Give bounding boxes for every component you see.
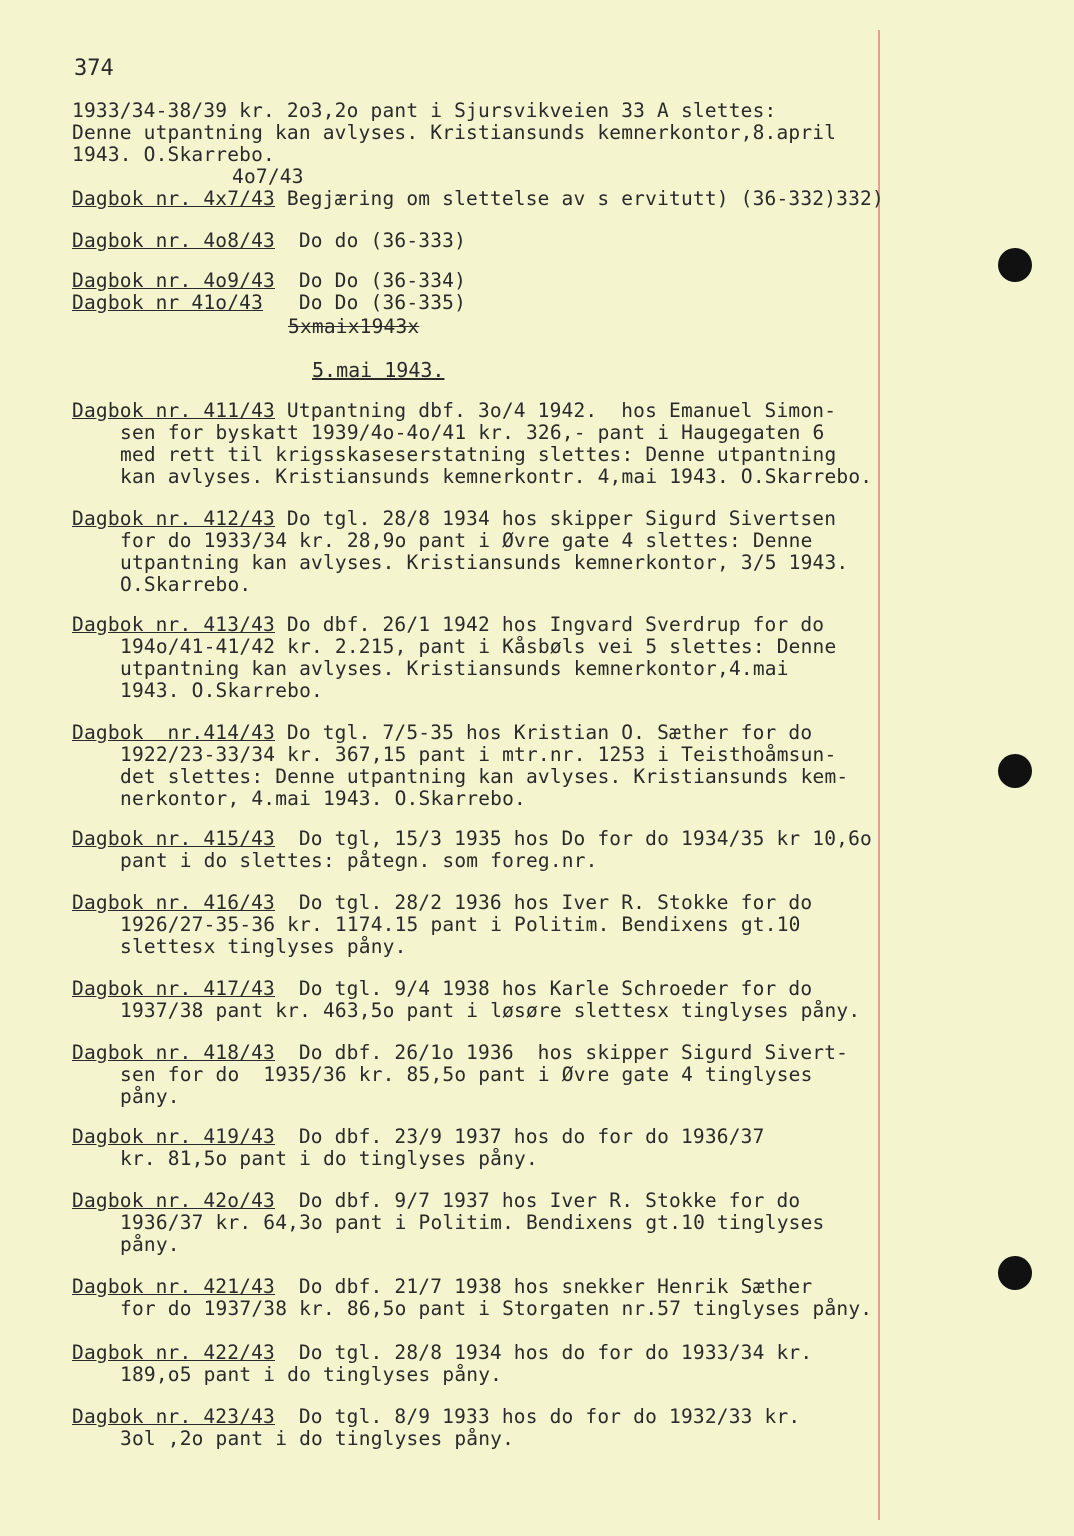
page-number: 374 — [74, 56, 114, 81]
entry-line: O.Skarrebo. — [120, 573, 252, 596]
entry-line: sen for do 1935/36 kr. 85,5o pant i Øvre gate 4 tinglyses — [120, 1063, 813, 1086]
entry-line: for do 1933/34 kr. 28,9o pant i Øvre gate 4 slettes: Denne — [120, 529, 813, 552]
entry — [72, 1042, 848, 1064]
entry-head: Dagbok nr. 417/43 — [72, 977, 275, 1000]
entry-head: Dagbok nr. 421/43 — [72, 1275, 275, 1298]
entry-line: 1922/23-33/34 kr. 367,15 pant i mtr.nr. 1253 i Teisthoåmsun- — [120, 743, 837, 766]
entry — [72, 614, 824, 636]
entry-head: Dagbok nr. 413/43 — [72, 613, 275, 636]
entry-head: Dagbok nr. 42o/43 — [72, 1189, 275, 1212]
entry-line: for do 1937/38 kr. 86,5o pant i Storgaten nr.57 tinglyses påny. — [120, 1297, 873, 1320]
punch-hole — [998, 1256, 1032, 1290]
entry — [72, 722, 812, 744]
entry — [72, 1406, 800, 1428]
entry-head: Dagbok nr. 411/43 — [72, 399, 275, 422]
text-line: 4o7/43 — [232, 165, 304, 188]
entry-head: Dagbok nr. 412/43 — [72, 507, 275, 530]
entry-text: Do tgl. 28/8 1934 hos do for do 1933/34 kr. — [274, 1341, 813, 1364]
punch-hole — [998, 754, 1032, 788]
entry-line: slettesx tinglyses påny. — [120, 935, 407, 958]
entry-text: Do tgl. 9/4 1938 hos Karle Schroeder for do — [274, 977, 813, 1000]
entry-line: 1936/37 kr. 64,3o pant i Politim. Bendixens gt.10 tinglyses — [120, 1211, 825, 1234]
entry-head: Dagbok nr. 423/43 — [72, 1405, 275, 1428]
entry-line: 1937/38 pant kr. 463,5o pant i løsøre slettesx tinglyses påny. — [120, 999, 861, 1022]
entry-text: Do Do (36-334) — [274, 269, 467, 292]
entry-text: Do Do (36-335) — [263, 291, 467, 314]
entry-text: Do tgl. 28/8 1934 hos skipper Sigurd Sivertsen — [274, 507, 837, 530]
entry-head: Dagbok nr. 416/43 — [72, 891, 275, 914]
entry-text: Do tgl. 8/9 1933 hos do for do 1932/33 kr. — [274, 1405, 801, 1428]
entry-line: påny. — [120, 1233, 180, 1256]
entry — [72, 230, 466, 252]
entry — [72, 1126, 765, 1148]
entry-line: 1943. O.Skarrebo. — [120, 679, 323, 702]
date-heading: 5.mai 1943. — [312, 358, 445, 382]
entry-line: påny. — [120, 1085, 180, 1108]
entry — [72, 978, 812, 1000]
entry-text: Do tgl. 7/5-35 hos Kristian O. Sæther for do — [274, 721, 813, 744]
entry-text: Do dbf. 26/1o 1936 hos skipper Sigurd Sivert- — [274, 1041, 849, 1064]
entry — [72, 270, 466, 292]
entry-line: sen for byskatt 1939/4o-4o/41 kr. 326,- pant i Haugegaten 6 — [120, 421, 825, 444]
entry — [72, 508, 836, 530]
text-line: Denne utpantning kan avlyses. Kristiansunds kemnerkontor,8.april — [72, 121, 837, 144]
entry-head: Dagbok nr. 418/43 — [72, 1041, 275, 1064]
entry — [72, 292, 466, 314]
margin-rule — [878, 30, 880, 1520]
entry-head: Dagbok nr. 4o8/43 — [72, 229, 275, 252]
entry-line: nerkontor, 4.mai 1943. O.Skarrebo. — [120, 787, 526, 810]
entry — [72, 1342, 812, 1364]
punch-hole — [998, 248, 1032, 282]
entry — [72, 892, 812, 914]
entry-head: Dagbok nr 41o/43 — [72, 291, 264, 314]
entry-line: 189,o5 pant i do tinglyses påny. — [120, 1363, 503, 1386]
entry-text: Utpantning dbf. 3o/4 1942. hos Emanuel Simon- — [274, 399, 837, 422]
entry-text: Do dbf. 23/9 1937 hos do for do 1936/37 — [274, 1125, 765, 1148]
entry-text: Do dbf. 26/1 1942 hos Ingvard Sverdrup for do — [274, 613, 825, 636]
text-line: 1943. O.Skarrebo. — [72, 143, 275, 166]
entry-line: pant i do slettes: påtegn. som foreg.nr. — [120, 849, 598, 872]
entry-line: det slettes: Denne utpantning kan avlyses. Kristiansunds kem- — [120, 765, 849, 788]
entry-line: kan avlyses. Kristiansunds kemnerkontr. 4,mai 1943. O.Skarrebo. — [120, 465, 873, 488]
entry-line: 1926/27-35-36 kr. 1174.15 pant i Politim. Bendixens gt.10 — [120, 913, 801, 936]
entry-line: 194o/41-41/42 kr. 2.215, pant i Kåsbøls vei 5 slettes: Denne — [120, 635, 837, 658]
entry-head: Dagbok nr. 4o9/43 — [72, 269, 275, 292]
entry-line: kr. 81,5o pant i do tinglyses påny. — [120, 1147, 538, 1170]
entry-head: Dagbok nr. 415/43 — [72, 827, 275, 850]
entry-head: Dagbok nr.414/43 — [72, 721, 275, 744]
entry — [72, 828, 872, 850]
entry-line: 3ol ,2o pant i do tinglyses påny. — [120, 1427, 515, 1450]
entry-head: Dagbok nr. 422/43 — [72, 1341, 275, 1364]
entry-text: Do dbf. 21/7 1938 hos snekker Henrik Sæther — [274, 1275, 813, 1298]
entry — [72, 1276, 812, 1298]
entry-text: Begjæring om slettelse av s ervitutt) (36-332)332) — [274, 187, 884, 210]
struck-text: 5xmaix1943x — [288, 315, 420, 338]
entry-line: utpantning kan avlyses. Kristiansunds kemnerkontor,4.mai — [120, 657, 789, 680]
entry — [72, 188, 884, 210]
entry-text: Do tgl. 28/2 1936 hos Iver R. Stokke for do — [274, 891, 813, 914]
text-line: 1933/34-38/39 kr. 2o3,2o pant i Sjursvikveien 33 A slettes: — [72, 99, 777, 122]
entry — [72, 1190, 800, 1212]
entry — [72, 400, 836, 422]
entry-head: Dagbok nr. 4x7/43 — [72, 187, 275, 210]
entry-line: med rett til krigsskaseserstatning slettes: Denne utpantning — [120, 443, 837, 466]
entry-text: Do dbf. 9/7 1937 hos Iver R. Stokke for do — [274, 1189, 801, 1212]
entry-line: utpantning kan avlyses. Kristiansunds kemnerkontor, 3/5 1943. — [120, 551, 849, 574]
entry-text: Do do (36-333) — [274, 229, 467, 252]
entry-text: Do tgl, 15/3 1935 hos Do for do 1934/35 kr 10,6o — [274, 827, 872, 850]
entry-head: Dagbok nr. 419/43 — [72, 1125, 275, 1148]
